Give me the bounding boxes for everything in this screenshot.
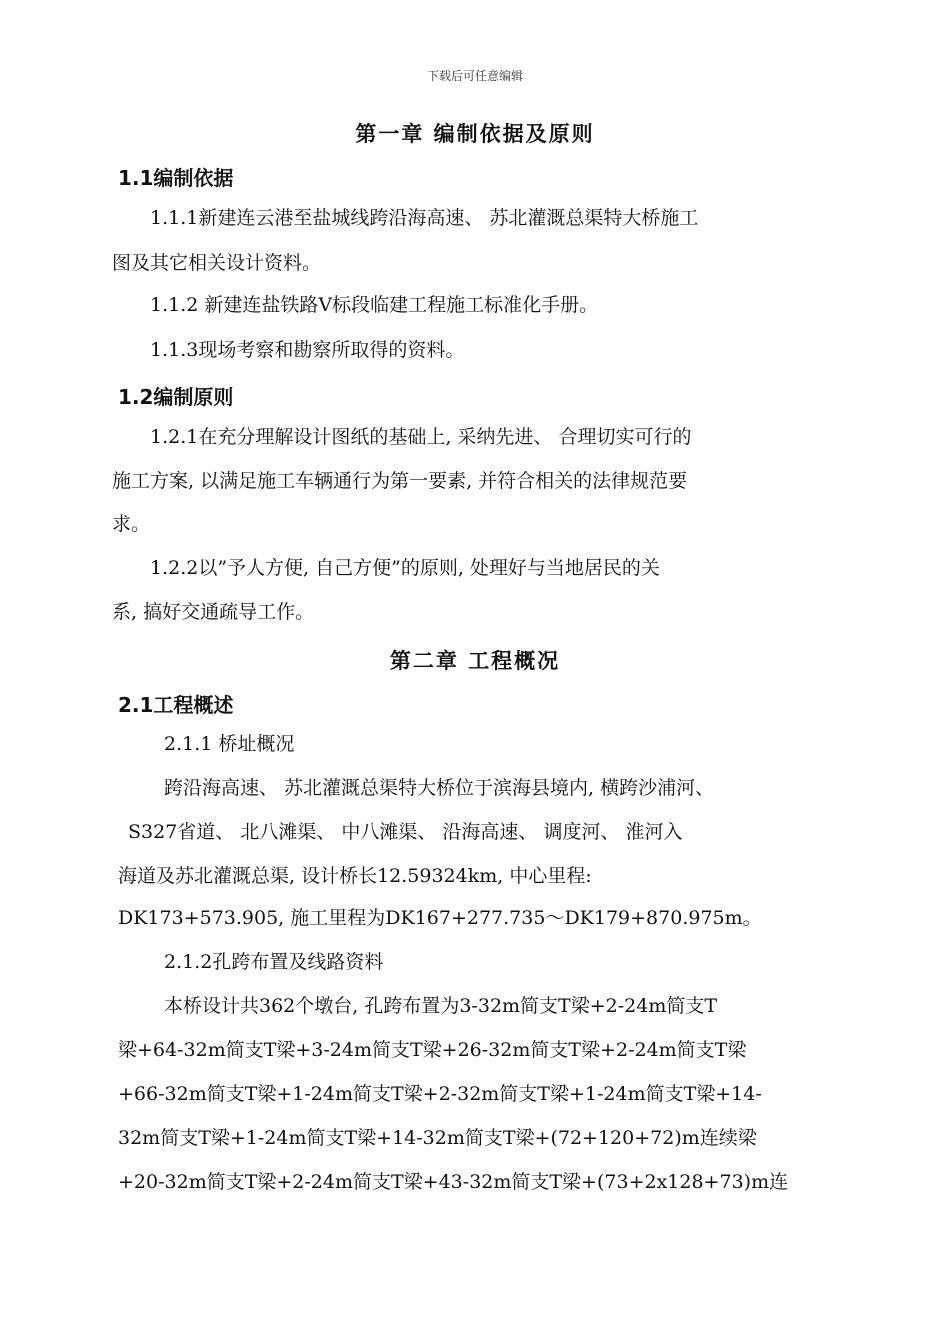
paragraph-1-1-1-line-2: 图及其它相关设计资料。 [112, 252, 322, 274]
paragraph-1-2-1-line-2: 施工方案, 以满足施工车辆通行为第一要素, 并符合相关的法律规范要 [112, 470, 688, 492]
paragraph-1-2-2-line-2: 系, 搞好交通疏导工作。 [112, 601, 315, 623]
paragraph-1-1-1-line-1: 1.1.1新建连云港至盐城线跨沿海高速、 苏北灌溉总渠特大桥施工 [150, 207, 699, 229]
header-note: 下载后可任意编辑 [426, 69, 523, 83]
paragraph-1-1-3: 1.1.3现场考察和勘察所取得的资料。 [150, 339, 465, 361]
section-2-1-heading: 2.1工程概述 [118, 693, 234, 717]
chapter-2-title: 第二章 工程概况 [389, 649, 561, 673]
paragraph-1-2-1-line-1: 1.2.1在充分理解设计图纸的基础上, 采纳先进、 合理切实可行的 [150, 426, 692, 448]
paragraph-2-1-2-line-2: 梁+64-32m简支T梁+3-24m简支T梁+26-32m简支T梁+2-24m简支T梁 [118, 1039, 747, 1061]
paragraph-2-1-1-line-2: S327省道、 北八滩渠、 中八滩渠、 沿海高速、 调度河、 淮河入 [128, 821, 683, 843]
section-1-2-heading: 1.2编制原则 [118, 385, 234, 409]
subsection-2-1-1-title: 2.1.1 桥址概况 [164, 733, 295, 755]
paragraph-2-1-1-line-4: DK173+573.905, 施工里程为DK167+277.735～DK179+870.975m。 [118, 907, 762, 929]
paragraph-1-2-2-line-1: 1.2.2以”予人方便, 自己方便”的原则, 处理好与当地居民的关 [150, 557, 660, 579]
paragraph-1-2-1-line-3: 求。 [112, 513, 151, 535]
paragraph-2-1-2-line-5: +20-32m简支T梁+2-24m简支T梁+43-32m简支T梁+(73+2x128+73)m连 [118, 1171, 789, 1193]
section-1-1-heading: 1.1编制依据 [118, 166, 234, 190]
paragraph-2-1-2-line-3: +66-32m简支T梁+1-24m简支T梁+2-32m简支T梁+1-24m简支T梁+14- [118, 1083, 762, 1105]
paragraph-2-1-2-line-4: 32m简支T梁+1-24m简支T梁+14-32m简支T梁+(72+120+72)m连续梁 [118, 1127, 757, 1149]
paragraph-2-1-2-line-1: 本桥设计共362个墩台, 孔跨布置为3-32m简支T梁+2-24m简支T [164, 995, 718, 1017]
subsection-2-1-2-title: 2.1.2孔跨布置及线路资料 [164, 951, 384, 973]
paragraph-2-1-1-line-3: 海道及苏北灌溉总渠, 设计桥长12.59324km, 中心里程: [118, 865, 592, 887]
paragraph-1-1-2: 1.1.2 新建连盐铁路Ⅴ标段临建工程施工标准化手册。 [150, 294, 599, 316]
paragraph-2-1-1-line-1: 跨沿海高速、 苏北灌溉总渠特大桥位于滨海县境内, 横跨沙浦河、 [164, 777, 715, 799]
chapter-1-title: 第一章 编制依据及原则 [355, 122, 595, 146]
